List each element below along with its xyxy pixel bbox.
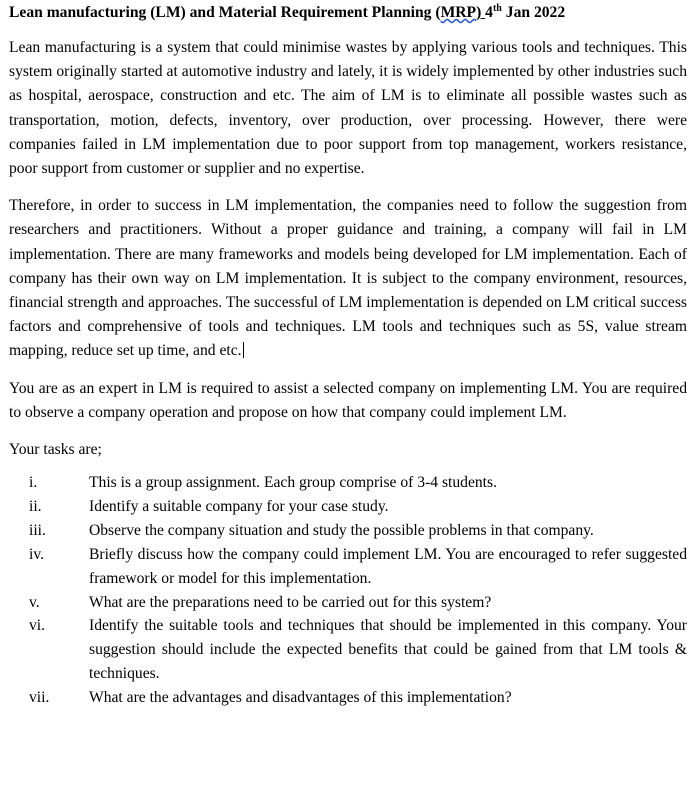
paragraph-implementation bbox=[9, 194, 687, 363]
list-item-text: Observe the company situation and study the possible problems in that company. bbox=[89, 521, 594, 539]
text-cursor bbox=[243, 342, 244, 358]
tasks-intro: Your tasks are; bbox=[9, 441, 102, 459]
list-item bbox=[9, 614, 687, 686]
task-list bbox=[9, 471, 687, 710]
list-item-number: vi. bbox=[29, 617, 46, 635]
title-mrp: MRP bbox=[440, 4, 477, 21]
title-date-day: 4 bbox=[485, 4, 493, 21]
list-item-text: What are the preparations need to be carried out for this system? bbox=[89, 593, 492, 611]
list-item-text: What are the advantages and disadvantages of this implementation? bbox=[89, 689, 512, 707]
list-item-number: vii. bbox=[29, 689, 50, 707]
list-item-text: Identify a suitable company for your case study. bbox=[89, 497, 389, 515]
list-item bbox=[9, 519, 687, 543]
list-item-text: Identify the suitable tools and techniques that should be implemented in this company. Your suggestion should include the expected benefits that could be gained from that LM tools & techniques. bbox=[89, 617, 687, 683]
list-item-number: iv. bbox=[29, 545, 45, 563]
title-close: ) bbox=[476, 4, 486, 21]
list-item bbox=[9, 543, 687, 591]
list-item-number: v. bbox=[29, 593, 40, 611]
list-item bbox=[9, 686, 687, 710]
title-text: Lean manufacturing (LM) and Material Requirement Planning ( bbox=[9, 4, 441, 21]
list-item bbox=[9, 591, 687, 615]
paragraph-intro: Lean manufacturing is a system that could minimise wastes by applying various tools and techniques. This system originally started at automotive industry and lately, it is widely implemented by other industries such as hospital, aerospace, construction and etc. The aim of LM is to eliminate all possible wastes such as transportation, motion, defects, inventory, over production, over processing. However, there were companies failed in LM implementation due to poor support from top management, workers resistance, poor support from customer or supplier and no expertise. bbox=[9, 39, 687, 178]
list-item-number: iii. bbox=[29, 521, 46, 539]
title-date-rest: Jan 2022 bbox=[501, 4, 566, 21]
paragraph-assignment: You are as an expert in LM is required to assist a selected company on implementing LM. You are required to observe a company operation and propose on how that company could implement LM. bbox=[9, 379, 687, 421]
list-item-number: i. bbox=[29, 474, 38, 492]
document-page bbox=[0, 2, 696, 710]
document-title bbox=[9, 2, 687, 24]
list-item-text: Briefly discuss how the company could implement LM. You are encouraged to refer suggested framework or model for this implementation. bbox=[89, 545, 687, 587]
list-item-number: ii. bbox=[29, 497, 42, 515]
list-item bbox=[9, 471, 687, 495]
paragraph-implementation-text: Therefore, in order to success in LM implementation, the companies need to follow the suggestion from researchers and practitioners. Without a proper guidance and training, a company will fail in LM implementation. There are many frameworks and models being developed for LM implementation. Each of company has their own way on LM implementation. It is subject to the company environment, resources, financial strength and approaches. The successful of LM implementation is depended on LM critical success factors and comprehensive of tools and techniques. LM tools and techniques such as 5S, value stream mapping, reduce set up time, and etc. bbox=[9, 197, 687, 360]
list-item-text: This is a group assignment. Each group comprise of 3-4 students. bbox=[89, 474, 497, 492]
list-item bbox=[9, 495, 687, 519]
title-date-suffix: th bbox=[492, 2, 502, 14]
